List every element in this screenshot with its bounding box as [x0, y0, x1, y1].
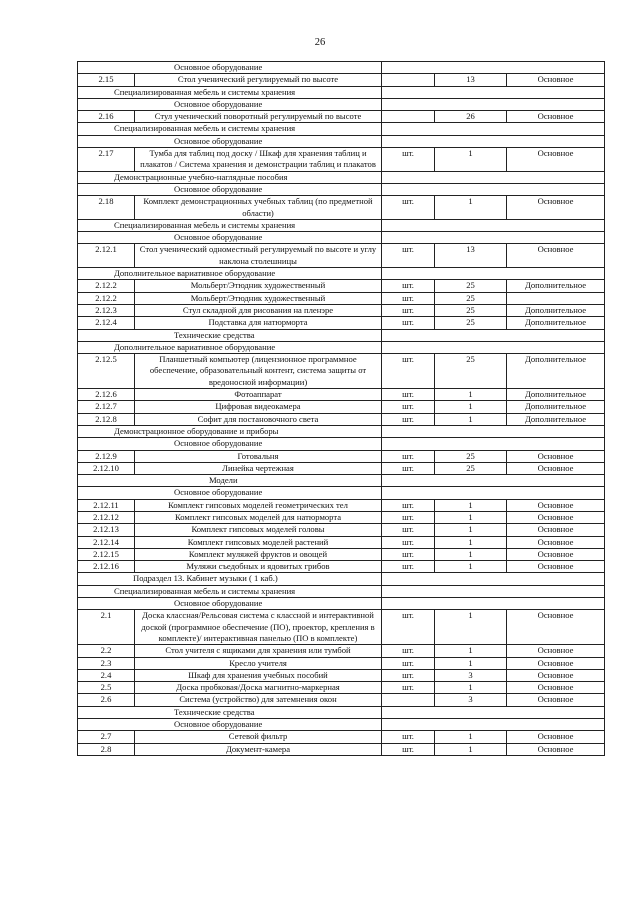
table-row	[78, 548, 605, 560]
item-name: Комплект гипсовых моделей растений	[135, 536, 382, 548]
item-number: 2.12.4	[78, 317, 135, 329]
table-row	[78, 511, 605, 523]
item-type: Основное	[507, 536, 605, 548]
section-row	[78, 171, 605, 183]
section-heading: Специализированная мебель и системы хранения	[78, 219, 382, 231]
item-type: Основное	[507, 645, 605, 657]
item-quantity: 1	[435, 645, 507, 657]
item-unit: шт.	[382, 682, 435, 694]
item-name: Кресло учителя	[135, 657, 382, 669]
table-row	[78, 244, 605, 268]
item-type: Основное	[507, 561, 605, 573]
table-row	[78, 401, 605, 413]
section-row	[78, 62, 605, 74]
table-row	[78, 292, 605, 304]
section-heading: Основное оборудование	[78, 183, 382, 195]
item-number: 2.12.7	[78, 401, 135, 413]
item-quantity: 1	[435, 196, 507, 220]
item-quantity: 1	[435, 401, 507, 413]
table-row	[78, 317, 605, 329]
item-name: Доска классная/Рельсовая система с классной и интерактивной доской (программное обеспечение (ПО), проектор, крепления в комплекте)/ интерактивная панелью (ПО в комплекте)	[135, 610, 382, 645]
item-unit: шт.	[382, 317, 435, 329]
item-unit: шт.	[382, 244, 435, 268]
item-name: Планшетный компьютер (лицензионное программное обеспечение, образовательный контент, система защиты от вредоносной информации)	[135, 354, 382, 389]
item-number: 2.12.10	[78, 462, 135, 474]
item-name: Фотоаппарат	[135, 389, 382, 401]
section-empty-cell	[382, 123, 605, 135]
item-number: 2.8	[78, 743, 135, 755]
item-unit: шт.	[382, 292, 435, 304]
item-type: Основное	[507, 743, 605, 755]
item-quantity: 1	[435, 657, 507, 669]
item-quantity: 1	[435, 536, 507, 548]
item-quantity: 3	[435, 669, 507, 681]
section-heading: Специализированная мебель и системы хранения	[78, 585, 382, 597]
section-empty-cell	[382, 329, 605, 341]
item-name: Комплект демонстрационных учебных таблиц (по предметной области)	[135, 196, 382, 220]
item-number: 2.2	[78, 645, 135, 657]
section-empty-cell	[382, 171, 605, 183]
item-quantity: 1	[435, 499, 507, 511]
section-empty-cell	[382, 268, 605, 280]
item-type: Основное	[507, 511, 605, 523]
item-quantity: 1	[435, 731, 507, 743]
item-name: Мольберт/Этюдник художественный	[135, 292, 382, 304]
item-number: 2.5	[78, 682, 135, 694]
item-quantity: 13	[435, 74, 507, 86]
table-row	[78, 462, 605, 474]
item-number: 2.12.15	[78, 548, 135, 560]
table-row	[78, 645, 605, 657]
section-empty-cell	[382, 62, 605, 74]
item-number: 2.12.1	[78, 244, 135, 268]
item-number: 2.12.2	[78, 292, 135, 304]
item-name: Стол учителя с ящиками для хранения или тумбой	[135, 645, 382, 657]
table-row	[78, 669, 605, 681]
item-number: 2.6	[78, 694, 135, 706]
section-row	[78, 183, 605, 195]
section-heading: Дополнительное вариативное оборудование	[78, 268, 382, 280]
item-name: Комплект гипсовых моделей геометрических тел	[135, 499, 382, 511]
item-unit: шт.	[382, 280, 435, 292]
section-row	[78, 573, 605, 585]
section-empty-cell	[382, 585, 605, 597]
section-row	[78, 719, 605, 731]
item-unit: шт.	[382, 148, 435, 172]
item-name: Комплект гипсовых моделей для натюрморта	[135, 511, 382, 523]
item-name: Стол ученический регулируемый по высоте	[135, 74, 382, 86]
item-number: 2.12.12	[78, 511, 135, 523]
item-unit: шт.	[382, 354, 435, 389]
item-name: Мольберт/Этюдник художественный	[135, 280, 382, 292]
section-row	[78, 475, 605, 487]
item-quantity: 25	[435, 450, 507, 462]
item-unit	[382, 111, 435, 123]
section-heading: Основное оборудование	[78, 719, 382, 731]
item-quantity: 1	[435, 148, 507, 172]
section-heading: Демонстрационное оборудование и приборы	[78, 425, 382, 437]
item-quantity: 1	[435, 610, 507, 645]
item-quantity: 13	[435, 244, 507, 268]
table-row	[78, 450, 605, 462]
item-quantity: 1	[435, 413, 507, 425]
section-empty-cell	[382, 598, 605, 610]
item-type: Основное	[507, 111, 605, 123]
section-row	[78, 585, 605, 597]
item-unit: шт.	[382, 401, 435, 413]
item-name: Цифровая видеокамера	[135, 401, 382, 413]
item-quantity: 25	[435, 317, 507, 329]
section-heading: Основное оборудование	[78, 98, 382, 110]
section-heading: Основное оборудование	[78, 598, 382, 610]
item-name: Стол ученический одноместный регулируемый по высоте и углу наклона столешницы	[135, 244, 382, 268]
table-row	[78, 731, 605, 743]
item-type: Основное	[507, 731, 605, 743]
item-unit: шт.	[382, 645, 435, 657]
section-heading: Основное оборудование	[78, 62, 382, 74]
item-quantity: 25	[435, 292, 507, 304]
item-type: Дополнительное	[507, 354, 605, 389]
item-name: Муляжи съедобных и ядовитых грибов	[135, 561, 382, 573]
item-number: 2.12.8	[78, 413, 135, 425]
section-row	[78, 135, 605, 147]
item-name: Готовальня	[135, 450, 382, 462]
page-number: 26	[314, 37, 326, 48]
table-row	[78, 74, 605, 86]
item-number: 2.17	[78, 148, 135, 172]
item-type: Основное	[507, 450, 605, 462]
section-row	[78, 232, 605, 244]
table-row	[78, 304, 605, 316]
section-heading: Основное оборудование	[78, 232, 382, 244]
item-quantity: 25	[435, 354, 507, 389]
item-unit	[382, 694, 435, 706]
section-row	[78, 598, 605, 610]
section-row	[78, 425, 605, 437]
item-number: 2.12.6	[78, 389, 135, 401]
section-empty-cell	[382, 135, 605, 147]
item-name: Тумба для таблиц под доску / Шкаф для хранения таблиц и плакатов / Система хранения и демонстрации таблиц и плакатов	[135, 148, 382, 172]
section-row	[78, 487, 605, 499]
table-row	[78, 610, 605, 645]
item-number: 2.12.2	[78, 280, 135, 292]
item-type: Дополнительное	[507, 401, 605, 413]
section-heading: Основное оборудование	[78, 135, 382, 147]
table-row	[78, 413, 605, 425]
item-type	[507, 292, 605, 304]
section-heading: Основное оборудование	[78, 487, 382, 499]
section-heading: Основное оборудование	[78, 438, 382, 450]
item-type: Основное	[507, 657, 605, 669]
item-number: 2.12.5	[78, 354, 135, 389]
item-quantity: 1	[435, 389, 507, 401]
section-heading: Специализированная мебель и системы хранения	[78, 123, 382, 135]
item-name: Комплект гипсовых моделей головы	[135, 524, 382, 536]
table-row	[78, 682, 605, 694]
item-unit: шт.	[382, 524, 435, 536]
section-row	[78, 268, 605, 280]
item-quantity: 1	[435, 548, 507, 560]
item-type: Основное	[507, 74, 605, 86]
item-quantity: 1	[435, 682, 507, 694]
section-heading: Специализированная мебель и системы хранения	[78, 86, 382, 98]
table-row	[78, 148, 605, 172]
table-row	[78, 389, 605, 401]
section-empty-cell	[382, 425, 605, 437]
item-number: 2.7	[78, 731, 135, 743]
section-row	[78, 329, 605, 341]
item-number: 2.12.3	[78, 304, 135, 316]
item-unit: шт.	[382, 462, 435, 474]
item-type: Основное	[507, 669, 605, 681]
item-unit: шт.	[382, 548, 435, 560]
section-empty-cell	[382, 341, 605, 353]
section-empty-cell	[382, 86, 605, 98]
table-row	[78, 561, 605, 573]
item-type: Основное	[507, 148, 605, 172]
table-row	[78, 536, 605, 548]
section-heading: Дополнительное вариативное оборудование	[78, 341, 382, 353]
item-quantity: 25	[435, 304, 507, 316]
item-unit: шт.	[382, 731, 435, 743]
table-row	[78, 743, 605, 755]
item-type: Дополнительное	[507, 304, 605, 316]
item-unit: шт.	[382, 669, 435, 681]
item-quantity: 25	[435, 462, 507, 474]
section-row	[78, 98, 605, 110]
item-unit: шт.	[382, 657, 435, 669]
table-row	[78, 354, 605, 389]
section-heading: Демонстрационные учебно-наглядные пособия	[78, 171, 382, 183]
item-unit: шт.	[382, 196, 435, 220]
item-number: 2.3	[78, 657, 135, 669]
section-heading: Технические средства	[78, 329, 382, 341]
item-name: Стул ученический поворотный регулируемый по высоте	[135, 111, 382, 123]
item-number: 2.12.14	[78, 536, 135, 548]
section-heading: Подраздел 13. Кабинет музыки ( 1 каб.)	[78, 573, 382, 585]
item-unit: шт.	[382, 450, 435, 462]
item-type: Основное	[507, 244, 605, 268]
item-name: Подставка для натюрморта	[135, 317, 382, 329]
section-row	[78, 123, 605, 135]
item-unit: шт.	[382, 610, 435, 645]
item-name: Софит для постановочного света	[135, 413, 382, 425]
item-number: 2.12.13	[78, 524, 135, 536]
item-number: 2.15	[78, 74, 135, 86]
item-unit: шт.	[382, 511, 435, 523]
section-heading: Модели	[78, 475, 382, 487]
section-empty-cell	[382, 719, 605, 731]
section-empty-cell	[382, 219, 605, 231]
item-type: Основное	[507, 682, 605, 694]
item-unit: шт.	[382, 499, 435, 511]
table-row	[78, 694, 605, 706]
section-empty-cell	[382, 706, 605, 718]
item-type: Основное	[507, 694, 605, 706]
item-quantity: 3	[435, 694, 507, 706]
item-quantity: 1	[435, 511, 507, 523]
table-row	[78, 111, 605, 123]
table-row	[78, 657, 605, 669]
section-empty-cell	[382, 573, 605, 585]
item-type: Дополнительное	[507, 413, 605, 425]
item-type: Основное	[507, 548, 605, 560]
item-quantity: 1	[435, 524, 507, 536]
item-name: Сетевой фильтр	[135, 731, 382, 743]
equipment-table-body	[78, 62, 605, 756]
item-number: 2.18	[78, 196, 135, 220]
item-name: Доска пробковая/Доска магнитно-маркерная	[135, 682, 382, 694]
item-name: Линейка чертежная	[135, 462, 382, 474]
item-name: Документ-камера	[135, 743, 382, 755]
section-empty-cell	[382, 98, 605, 110]
section-empty-cell	[382, 487, 605, 499]
section-row	[78, 706, 605, 718]
item-type: Основное	[507, 524, 605, 536]
item-type: Основное	[507, 610, 605, 645]
item-name: Шкаф для хранения учебных пособий	[135, 669, 382, 681]
item-number: 2.1	[78, 610, 135, 645]
table-row	[78, 280, 605, 292]
table-row	[78, 196, 605, 220]
item-name: Система (устройство) для затемнения окон	[135, 694, 382, 706]
section-row	[78, 86, 605, 98]
item-type: Дополнительное	[507, 389, 605, 401]
item-type: Основное	[507, 462, 605, 474]
item-unit: шт.	[382, 536, 435, 548]
item-unit: шт.	[382, 413, 435, 425]
item-type: Основное	[507, 196, 605, 220]
section-row	[78, 438, 605, 450]
table-row	[78, 499, 605, 511]
section-empty-cell	[382, 183, 605, 195]
item-number: 2.16	[78, 111, 135, 123]
item-number: 2.4	[78, 669, 135, 681]
section-empty-cell	[382, 438, 605, 450]
item-unit: шт.	[382, 561, 435, 573]
item-unit	[382, 74, 435, 86]
item-number: 2.12.11	[78, 499, 135, 511]
section-heading: Технические средства	[78, 706, 382, 718]
section-row	[78, 219, 605, 231]
item-unit: шт.	[382, 389, 435, 401]
item-unit: шт.	[382, 743, 435, 755]
section-row	[78, 341, 605, 353]
item-quantity: 1	[435, 561, 507, 573]
item-quantity: 1	[435, 743, 507, 755]
item-quantity: 25	[435, 280, 507, 292]
item-number: 2.12.16	[78, 561, 135, 573]
item-name: Стул складной для рисования на пленэре	[135, 304, 382, 316]
item-name: Комплект муляжей фруктов и овощей	[135, 548, 382, 560]
item-type: Дополнительное	[507, 280, 605, 292]
equipment-table	[77, 61, 605, 756]
item-type: Дополнительное	[507, 317, 605, 329]
item-quantity: 26	[435, 111, 507, 123]
table-row	[78, 524, 605, 536]
section-empty-cell	[382, 232, 605, 244]
section-empty-cell	[382, 475, 605, 487]
item-type: Основное	[507, 499, 605, 511]
item-unit: шт.	[382, 304, 435, 316]
item-number: 2.12.9	[78, 450, 135, 462]
